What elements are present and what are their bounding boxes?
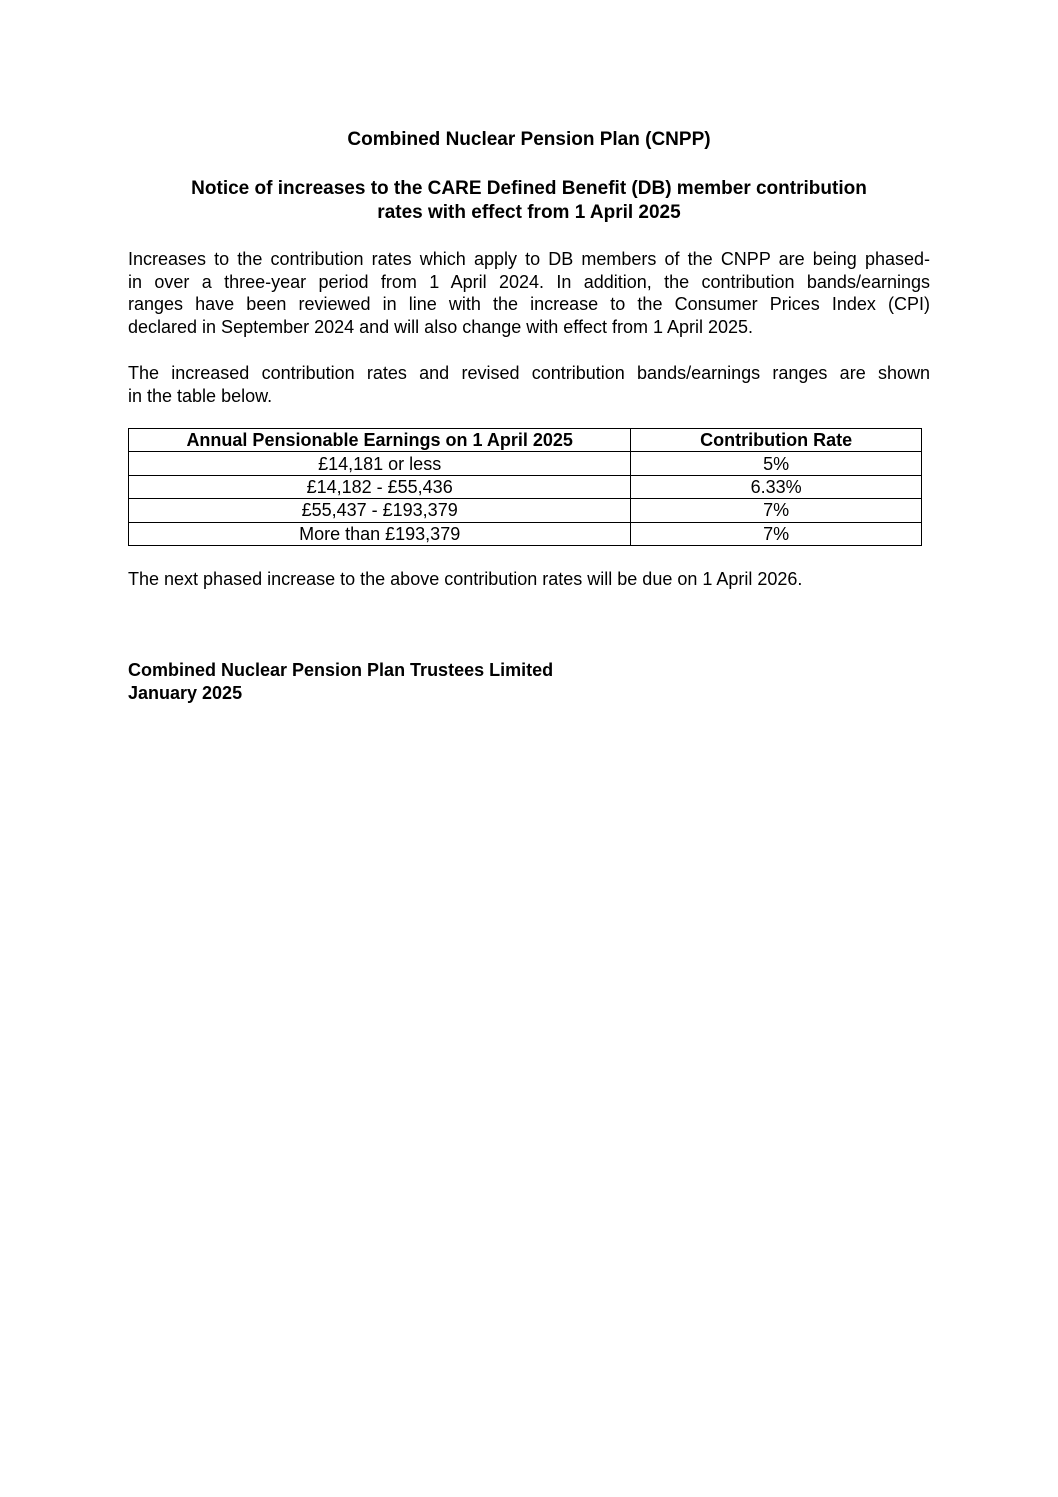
rate-column-header: Contribution Rate xyxy=(631,429,922,452)
paragraph-line: Increases to the contribution rates which apply to DB members of the CNPP are being phased- xyxy=(128,249,930,269)
table-intro-paragraph xyxy=(128,362,930,407)
rate-cell: 5% xyxy=(631,452,922,475)
table-row xyxy=(129,522,922,545)
subtitle-line: rates with effect from 1 April 2025 xyxy=(377,202,681,223)
paragraph-line: in over a three-year period from 1 April 2024. In addition, the contribution bands/earnings xyxy=(128,271,930,292)
table-header-row xyxy=(129,429,922,452)
paragraph-line: in the table below. xyxy=(128,385,273,406)
table-row xyxy=(129,475,922,498)
document-title: Combined Nuclear Pension Plan (CNPP) xyxy=(347,129,711,150)
contribution-rates-table xyxy=(128,428,922,546)
earnings-column-header: Annual Pensionable Earnings on 1 April 2025 xyxy=(129,429,631,452)
rate-cell: 7% xyxy=(631,522,922,545)
earnings-cell: £55,437 - £193,379 xyxy=(129,499,631,522)
table-row xyxy=(129,499,922,522)
earnings-cell: £14,181 or less xyxy=(129,452,631,475)
paragraph-line: ranges have been reviewed in line with the increase to the Consumer Prices Index (CPI) xyxy=(128,294,930,314)
rate-cell: 7% xyxy=(631,499,922,522)
next-increase-paragraph: The next phased increase to the above contribution rates will be due on 1 April 2026. xyxy=(128,569,803,589)
table-row xyxy=(129,452,922,475)
signature-organisation: Combined Nuclear Pension Plan Trustees Limited xyxy=(128,660,554,680)
intro-paragraph xyxy=(128,248,930,338)
subtitle-line: Notice of increases to the CARE Defined Benefit (DB) member contribution xyxy=(191,178,867,199)
paragraph-line: declared in September 2024 and will also change with effect from 1 April 2025. xyxy=(128,316,754,337)
paragraph-line: The increased contribution rates and revised contribution bands/earnings ranges are shown xyxy=(128,363,930,383)
rate-cell: 6.33% xyxy=(631,475,922,498)
earnings-cell: More than £193,379 xyxy=(129,522,631,545)
document-subtitle xyxy=(128,177,930,225)
signature-date: January 2025 xyxy=(128,683,243,703)
signature-block xyxy=(128,659,553,705)
earnings-cell: £14,182 - £55,436 xyxy=(129,475,631,498)
